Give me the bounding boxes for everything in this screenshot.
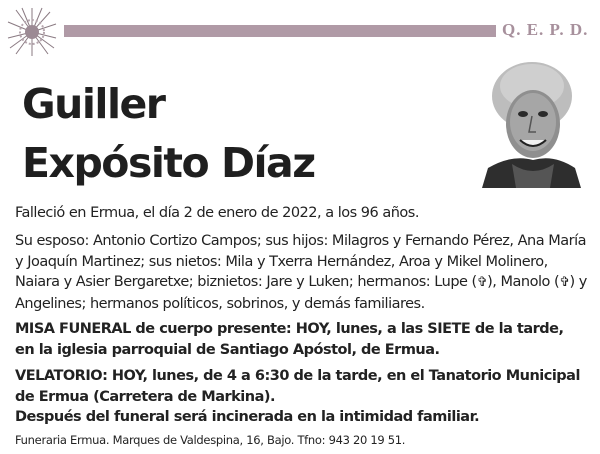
family-text-mid: ), Manolo ( [487,274,560,290]
portrait-photo [482,56,581,188]
family-text-part2: ) y Angelines; hermanos políticos, sobrinos, y demás familiares. [15,274,587,312]
cross-icon: ✞ [476,275,488,290]
header-bar [64,25,496,37]
family-list [15,231,587,314]
wake-info: VELATORIO: HOY, lunes, de 4 a 6:30 de la tarde, en el Tanatorio Municipal de Ermua (Carretera de Markina). [15,368,580,405]
family-text-part1: Su esposo: Antonio Cortizo Campos; sus hijos: Milagros y Fernando Pérez, Ana María y Joaquín Martinez; sus nietos: Mila y Txerra Hernández, Aroa y Mikel Molinero, Naiara y Asier Bergaretxe; biznietos: Jare y Luken; hermanos: Lupe ( [15,233,587,290]
thistle-ornament-icon [6,6,58,58]
cremation-info: Después del funeral será incinerada en la intimidad familiar. [15,409,480,425]
cross-icon: ✞ [559,275,570,290]
funeral-home-footer: Funeraria Ermua. Marques de Valdespina, 16, Bajo. Tfno: 943 20 19 51. [15,433,406,447]
deceased-surnames: Expósito Díaz [22,139,315,187]
qepd-label: Q. E. P. D. [502,20,589,39]
deceased-first-name: Guiller [22,80,165,128]
funeral-mass-info: MISA FUNERAL de cuerpo presente: HOY, lunes, a las SIETE de la tarde, en la iglesia parroquial de Santiago Apóstol, de Ermua. [15,321,564,358]
death-notice: Falleció en Ermua, el día 2 de enero de 2022, a los 96 años. [15,205,419,221]
